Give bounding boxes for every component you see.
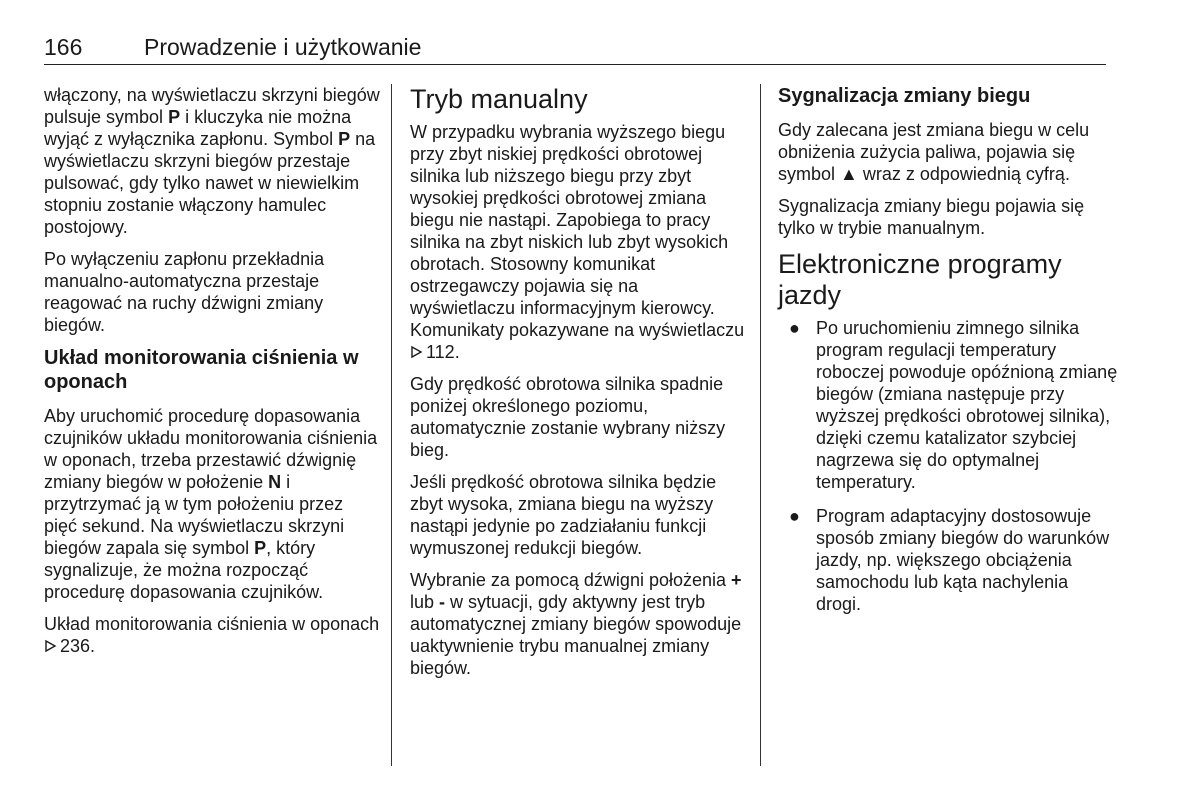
- page-reference-icon: [410, 345, 423, 359]
- column-divider-2: [760, 84, 761, 766]
- list-item: ● Program adaptacyjny dostosowuje sposób zmiany biegów do warunków jazdy, np. większego obciążenia samochodu lub kąta nachylenia drogi.: [789, 506, 1110, 614]
- paragraph-park-symbol: włączony, na wyświetlaczu skrzyni biegów pulsuje symbol P i kluczyka nie można wyjąć z wyłącznika zapłonu. Symbol P na wyświetlaczu skrzyni biegów przestaje pulsować, gdy tylko nawet w niewielkim stopniu zostanie włączony hamulec postojowy.: [44, 85, 380, 237]
- programs-list: [778, 317, 1118, 615]
- page-reference[interactable]: 112.: [426, 342, 460, 362]
- paragraph-tpms-procedure: Aby uruchomić procedurę dopasowania czujników układu monitorowania ciśnienia w oponach, trzeba przestawić dźwignię zmiany biegów w położenie N i przytrzymać ją w tym położeniu przez pięć sekund. Na wyświetlaczu skrzyni biegów zapala się symbol P, który sygnalizuje, że można rozpocząć procedurę dopasowania czujników.: [44, 406, 378, 602]
- column-1: [44, 84, 380, 667]
- header-rule: [44, 64, 1106, 65]
- bullet-icon: ●: [789, 506, 800, 526]
- heading-manual-mode: Tryb manualny: [410, 84, 588, 114]
- page-reference[interactable]: 236.: [60, 636, 96, 656]
- paragraph-ignition-off: Po wyłączeniu zapłonu przekładnia manualno-automatyczna przestaje reagować na ruchy dźwigni zmiany biegów.: [44, 249, 325, 335]
- column-divider-1: [391, 84, 392, 766]
- bullet-icon: ●: [789, 318, 800, 338]
- paragraph-tpms-reference: Układ monitorowania ciśnienia w oponach 236.: [44, 614, 380, 656]
- page-reference-icon: [44, 639, 57, 653]
- paragraph-lever-selection: Wybranie za pomocą dźwigni położenia + lub - w sytuacji, gdy aktywny jest tryb automatycznej zmiany biegów spowoduje uaktywnienie trybu manualnej zmiany biegów.: [410, 570, 742, 678]
- paragraph-downshift: Gdy prędkość obrotowa silnika spadnie poniżej określonego poziomu, automatycznie zostanie wybrany niższy bieg.: [410, 374, 726, 460]
- page-number: 166: [44, 34, 83, 60]
- paragraph-upshift: Jeśli prędkość obrotowa silnika będzie zbyt wysoka, zmiana biegu na wyższy nastąpi jedynie po zadziałaniu funkcji wymuszonej redukcji biegów.: [410, 472, 717, 558]
- paragraph-manual-limits: W przypadku wybrania wyższego biegu przy zbyt niskiej prędkości obrotowej silnika lub niższego biegu przy zbyt wysokiej prędkości obrotowej zmiana biegu nie nastąpi. Zapobiega to pracy silnika na zbyt niskich lub zbyt wysokich obrotach. Stosowny komunikat ostrzegawczy pojawia się na wyświetlaczu informacyjnym kierowcy. Komunikaty pokazywane na wyświetlaczu 112.: [410, 122, 745, 362]
- shift-up-icon: ▲: [840, 164, 858, 184]
- heading-electronic-programs: Elektroniczne programy jazdy: [778, 249, 1062, 310]
- running-title: Prowadzenie i użytkowanie: [144, 34, 422, 60]
- paragraph-shift-symbol: Gdy zalecana jest zmiana biegu w celu obniżenia zużycia paliwa, pojawia się symbol ▲ wraz z odpowiednią cyfrą.: [778, 120, 1090, 184]
- heading-tpms: Układ monitorowania ciśnienia w oponach: [44, 347, 359, 393]
- list-item: ● Po uruchomieniu zimnego silnika program regulacji temperatury roboczej powoduje opóźnioną zmianę biegów (zmiana następuje przy wyższej prędkości obrotowej silnika), dzięki czemu katalizator szybciej nagrzewa się do optymalnej temperatury.: [789, 318, 1118, 492]
- column-3: [778, 84, 1118, 627]
- paragraph-shift-manual-only: Sygnalizacja zmiany biegu pojawia się tylko w trybie manualnym.: [778, 196, 1085, 238]
- page-header: [44, 34, 1106, 66]
- column-2: [410, 84, 746, 689]
- heading-shift-indicator: Sygnalizacja zmiany biegu: [778, 85, 1031, 107]
